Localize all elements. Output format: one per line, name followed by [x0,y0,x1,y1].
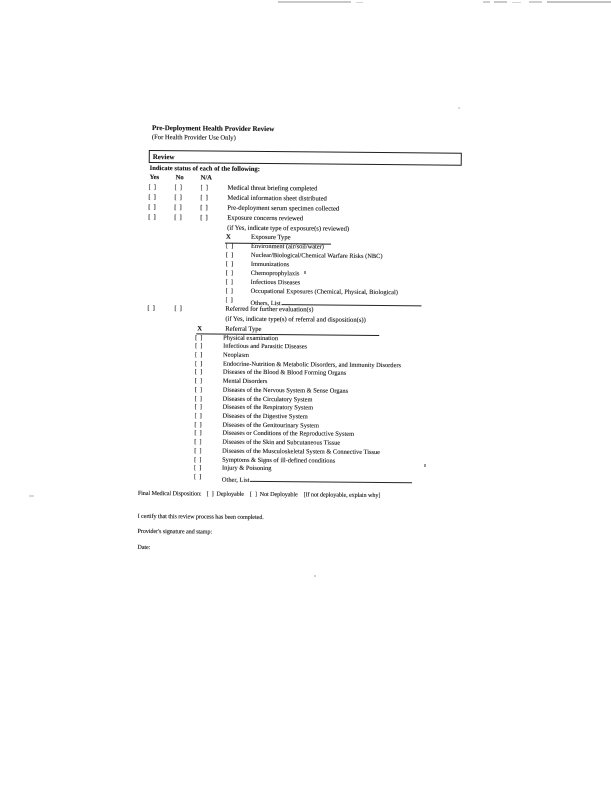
na-checkbox[interactable]: [ ] [200,213,209,222]
referral-type-label: Neoplasm [223,351,249,359]
referral-type-label: Diseases of the Musculoskeletal System & Connective Tissue [222,447,381,456]
referral-checkbox[interactable]: [ ] [194,429,203,437]
exposure-type-label: Others, List [250,298,421,309]
yes-checkbox[interactable]: [ ] [148,183,157,191]
referral-checkbox[interactable]: [ ] [194,412,203,420]
column-header-no: No [175,174,184,182]
na-checkbox[interactable]: [ ] [200,204,209,212]
fill-in-line[interactable] [250,475,412,483]
form-subtitle: (For Health Provider Use Only) [151,133,236,142]
column-header-na: N/A [200,174,212,182]
exposure-checkbox[interactable]: [ ] [225,278,234,286]
exposure-checkbox[interactable]: [ ] [225,260,234,268]
referral-checkbox[interactable]: [ ] [194,386,203,394]
referral-type-label: Diseases of the Digestive System [222,412,308,421]
referral-checkbox[interactable]: [ ] [194,421,203,429]
referral-type-label: Diseases of the Respiratory System [222,403,314,412]
referral-row-label: Referred for further evaluation(s) [225,305,314,314]
referral-checkbox[interactable]: [ ] [194,394,203,403]
column-header-yes: Yes [149,173,160,181]
referral-type-column: Referral Type [225,325,262,333]
referral-type-label: Other, List [222,475,413,486]
disposition-note: [If not deployable, explain why] [303,491,381,500]
referral-x-column: X [197,324,203,332]
exposure-checkbox[interactable]: [ ] [225,242,234,250]
referral-type-label: Endocrine-Nutrition & Metabolic Disorders, and Immunity Disorders [222,360,402,369]
referral-checkbox[interactable]: [ ] [194,447,203,455]
exposure-row-label: Exposure concerns reviewed [227,214,304,222]
signature-label: Provider's signature and stamp: [137,527,213,536]
final-disposition-line [138,491,381,499]
yes-checkbox[interactable]: [ ] [148,213,157,221]
review-section-label: Review [152,153,175,162]
form-title: Pre-Deployment Health Provider Review [151,123,275,133]
yes-checkbox[interactable]: [ ] [147,304,156,313]
referral-type-label: Mental Disorders [222,377,268,386]
date-label: Date: [137,543,151,551]
referral-type-label: Infectious and Parasitic Diseases [223,342,308,351]
referral-type-label: Symptoms & Signs of ill-defined conditions [222,456,336,465]
exposure-type-column: Exposure Type [251,233,291,241]
referral-checkbox[interactable]: [ ] [194,403,203,411]
deployable-label: Deployable [216,490,244,498]
no-checkbox[interactable]: [ ] [174,204,183,212]
referral-checkbox[interactable]: [ ] [194,464,203,472]
referral-type-label: Diseases or Conditions of the Reproductive System [222,430,355,439]
exposure-type-label: Occupational Exposures (Chemical, Physical, Biological) [250,288,398,297]
na-checkbox[interactable]: [ ] [200,183,209,192]
referral-type-label: Injury & Poisoning [222,464,272,473]
no-checkbox[interactable]: [ ] [174,305,183,313]
referral-checkbox[interactable]: [ ] [194,377,203,385]
not-deployable-checkbox[interactable]: [ ] [249,490,258,498]
exposure-type-label: Environment (air/soil/water) [250,242,324,251]
no-checkbox[interactable]: [ ] [174,194,183,202]
scan-artifact [547,1,611,3]
referral-checkbox[interactable]: [ ] [194,368,203,376]
certification-text: I certify that this review process has been completed. [137,512,264,522]
exposure-type-label: Infectious Diseases [250,279,301,287]
exposure-checkbox[interactable]: [ ] [225,297,234,305]
referral-hint: (if Yes, indicate type(s) of referral and disposition(s)) [225,315,366,324]
exposure-x-column: X [226,233,231,241]
deployable-checkbox[interactable]: [ ] [206,490,215,498]
referral-checkbox[interactable]: [ ] [194,438,203,446]
exposure-checkbox[interactable]: [ ] [225,287,234,296]
no-checkbox[interactable]: [ ] [174,183,183,191]
referral-type-label: Diseases of the Nervous System & Sense Organs [222,386,349,395]
referral-checkbox[interactable]: [ ] [193,473,202,481]
status-item-label: Pre-deployment serum specimen collected [227,204,340,213]
exposure-hint: (if Yes, indicate type of exposure(s) reviewed) [227,224,350,233]
yes-checkbox[interactable]: [ ] [148,204,157,212]
no-checkbox[interactable]: [ ] [174,213,183,221]
exposure-type-label: Nuclear/Biological/Chemical Warfare Risks (NBC) [250,251,383,260]
status-item-label: Medical information sheet distributed [227,194,327,203]
exposure-type-list [225,242,398,308]
na-checkbox[interactable]: [ ] [200,194,209,202]
instruction-text: Indicate status of each of the following: [149,164,260,173]
review-section-box [149,150,462,166]
exposure-checkbox[interactable]: [ ] [225,269,234,277]
yes-checkbox[interactable]: [ ] [148,193,157,201]
referral-type-label: Physical examination [223,334,279,342]
not-deployable-label: Not Deployable [259,490,298,499]
referral-checkbox[interactable]: [ ] [195,342,204,350]
referral-checkbox[interactable]: [ ] [195,333,204,341]
referral-checkbox[interactable]: [ ] [194,360,203,368]
exposure-checkbox[interactable]: [ ] [225,251,234,259]
referral-type-label: Diseases of the Genitourinary System [222,421,320,430]
exposure-type-label: Chemoprophylaxis [250,269,300,278]
final-disposition-label: Final Medical Disposition: [137,489,202,498]
status-item-label: Medical threat briefing completed [227,184,318,192]
referral-type-list [193,333,402,484]
exposure-type-label: Immunizations [250,260,290,269]
referral-type-label: Diseases of the Blood & Blood Forming Organs [222,369,347,378]
referral-checkbox[interactable]: [ ] [194,455,203,464]
referral-type-label: Diseases of the Skin and Subcutaneous Tissue [222,438,341,447]
referral-checkbox[interactable]: [ ] [195,351,204,359]
referral-type-label: Diseases of the Circulatory System [222,395,313,403]
